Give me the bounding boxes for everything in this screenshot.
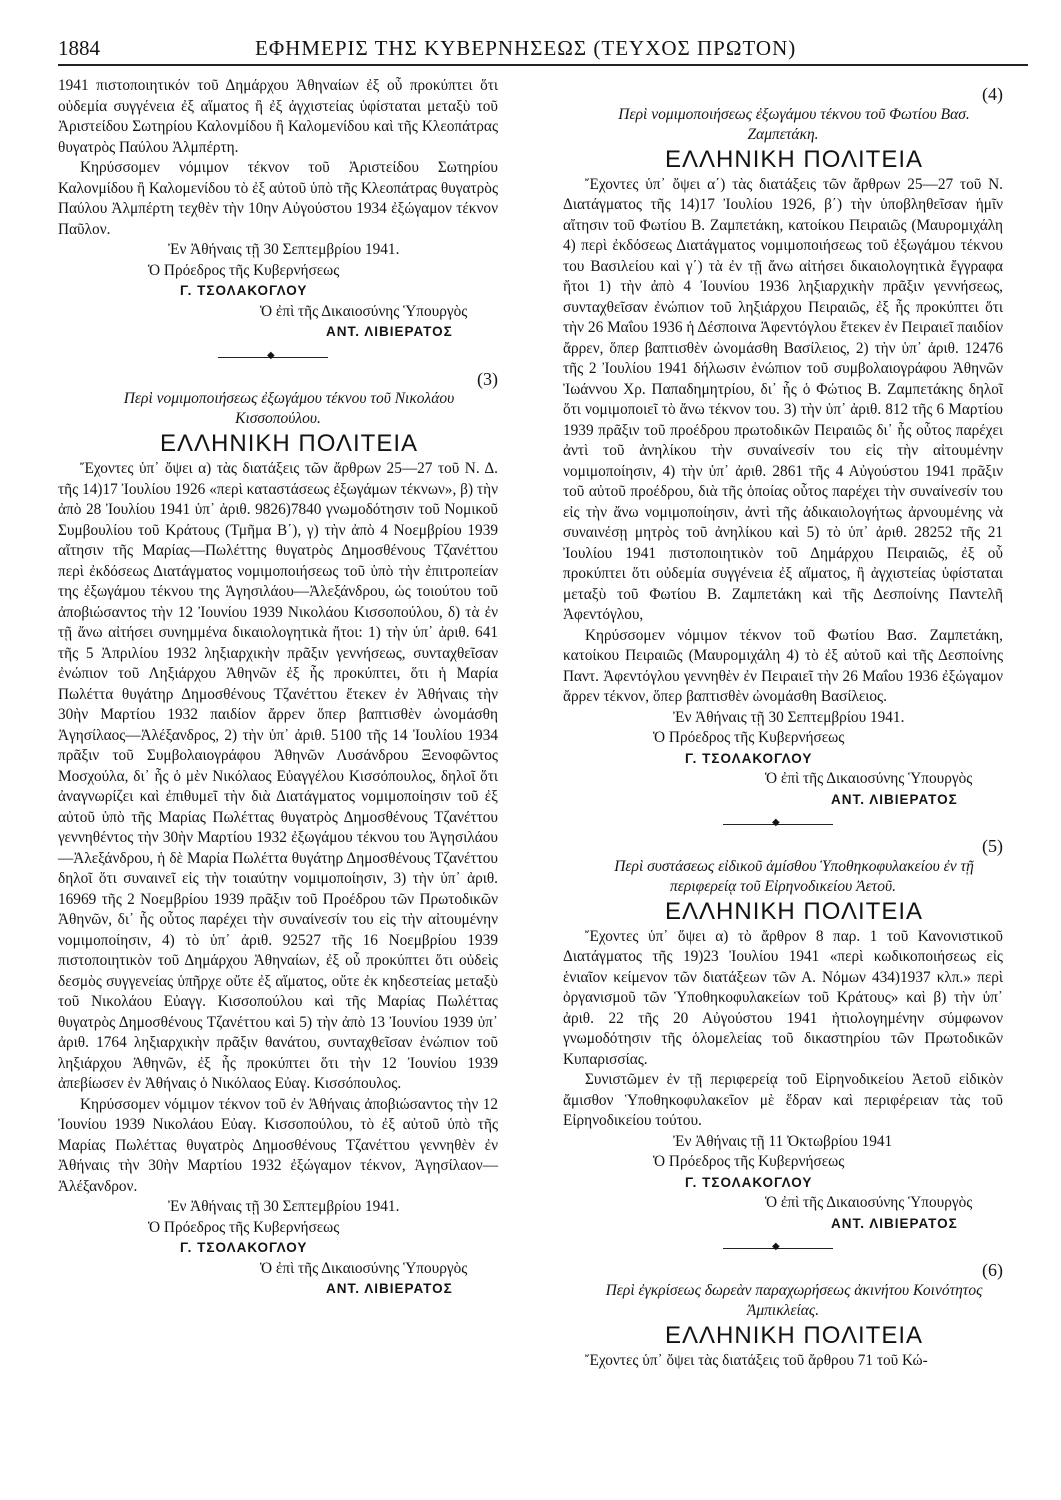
minister-title: Ὁ ἐπὶ τῆς Δικαιοσύνης Ὑπουργὸς [765,770,973,787]
section-separator: ◆ [563,814,1003,836]
minister-title: Ὁ ἐπὶ τῆς Δικαιοσύνης Ὑπουργὸς [260,1259,468,1277]
president-title: Ὁ Πρόεδρος τῆς Κυβερνήσεως [148,1218,340,1236]
signature-date: Ἐν Ἀθήναις τῇ 11 Ὀκτωβρίου 1941 [673,1132,893,1150]
minister-title: Ὁ ἐπὶ τῆς Δικαιοσύνης Ὑπουργὸς [260,302,468,320]
decree-number: (3) [477,368,498,389]
gazette-title: ΕΦΗΜΕΡΙΣ ΤΗΣ ΚΥΒΕΡΝΗΣΕΩΣ (ΤΕΥΧΟΣ ΠΡΩΤΟΝ) [255,36,797,60]
decree-body: Ἔχοντες ὑπ᾿ ὄψει α) τὰς διατάξεις τῶν ἄρθρων 25—27 τοῦ Ν. Δ. τῆς 14)17 Ἰουλίου 1926 «περὶ καταστάσεως ἐξωγάμων τέκνων», β) τὴν ἀπὸ 28 Ἰουλίου 1941 ὑπ᾿ ἀριθ. 9826)7840 γνωμοδότησιν τοῦ Νομικοῦ Συμβουλίου τοῦ Κράτους (Τμῆμα Β΄), γ) τὴν ἀπὸ 4 Νοεμβρίου 1939 αἴτησιν τῆς Μαρίας—Πωλέττης θυγατρὸς Δημοσθένους Τζανέττου περὶ ἐκδόσεως Διατάγματος νομιμοποιήσεως τοῦ ὑπὸ τὴν ἐπιτροπείαν της ἐξωγάμου τέκνου της Ἀγησιλάου—Ἀλεξάνδρου, ὡς τοιούτου τοῦ ἀποβιώσαντος τὴν 12 Ἰουνίου 1939 Νικολάου Κισσοπούλου, δ) τὰ ἐν τῇ ἄνω αἰτήσει συνημμένα δικαιολογητικὰ ἤτοι: 1) τὴν ὑπ᾿ ἀριθ. 641 τῆς 5 Ἀπριλίου 1932 ληξιαρχικὴν πρᾶξιν γεννήσεως, συνταχθεῖσαν ἐνώπιον τοῦ Ληξιάρχου Ἀθηνῶν ἐξ ἧς προκύπτει, ὅτι ἡ Μαρία Πωλέττα θυγάτηρ Δημοσθένους Τζανέττου ἔτεκεν ἐν Ἀθήναις τὴν 30ὴν Μαρτίου 1932 παιδίον ἄρρεν ὅπερ βαπτισθὲν ὠνομάσθη Ἀγησίλαος—Ἀλέξανδρος, 2) τὴν ὑπ᾿ ἀριθ. 5100 τῆς 14 Ἰουλίου 1934 πρᾶξιν τοῦ Συμβολαιογράφου Ἀθηνῶν Λυσάνδρου Ξενοφῶντος Μοσχούλα, δι᾿ ἧς ὁ μὲν Νικόλαος Εὐαγγέλου Κισσόπουλος, δηλοῖ ὅτι ἀναγνωρίζει καὶ ἐπιθυμεῖ τὴν διὰ Διατάγματος νομιμοποίησιν τοῦ ἐξ αὐτοῦ ὑπὸ τῆς Μαρίας Πωλέττας θυγατρὸς Δημοσθένους Τζανέττου γεννηθέντος τὴν 30ὴν Μαρτίου 1932 ἐξωγάμου τέκνου του Ἀγησιλάου—Ἀλεξάνδρου, ἡ δὲ Μαρία Πωλέττα θυγάτηρ Δημοσθένους Τζανέττου δηλοῖ ὅτι συναινεῖ εἰς τὴν τοιαύτην νομιμοποίησιν, 3) τὴν ὑπ᾿ ἀριθ. 16969 τῆς 2 Νοεμβρίου 1939 πρᾶξιν τοῦ Προέδρου τῶν Πρωτοδικῶν Ἀθηνῶν, δι᾿ ἧς οὗτος παρέχει τὴν συναίνεσίν του εἰς τὴν αἰτουμένην νομιμοποίησιν, 4) τὸ ὑπ᾿ ἀριθ. 92527 τῆς 16 Νοεμβρίου 1939 πιστοποιητικὸν τοῦ Δημάρχου Ἀθηναίων, ἐξ οὗ προκύπτει ὅτι οὐδεὶς δεσμὸς συγγενείας ὑπῆρχε οὔτε ἐξ αἵματος, οὔτε ἐκ κηδεστείας μεταξὺ τοῦ Νικολάου Εὐαγγ. Κισσοπούλου καὶ τῆς Μαρίας Πωλέττας θυγατρὸς Δημοσθένους Τζανέττου καὶ 5) τὴν ἀπὸ 13 Ἰουνίου 1939 ὑπ᾿ ἀριθ. 1764 ληξιαρχικὴν πρᾶξιν θανάτου, συνταχθεῖσαν ἐνώπιον τοῦ ληξιάρχου Ἀθηνῶν, ἐξ ἧς προκύπτει ὅτι τὴν 12 Ἰουνίου 1939 ἀπεβίωσεν ἐν Ἀθήναις ὁ Νικόλαος Εὐαγ. Κισσόπουλος. [58,460,498,1092]
decree-declaration: Συνιστῶμεν ἐν τῇ περιφερείᾳ τοῦ Εἰρηνοδικείου Ἀετοῦ εἰδικὸν ἄμισθον Ὑποθηκοφυλακεῖον μὲ ἕδραν καὶ περιφέρειαν τὰς τοῦ Εἰρηνοδικείου τούτου. [563,1071,1003,1129]
minister-title: Ὁ ἐπὶ τῆς Δικαιοσύνης Ὑπουργὸς [765,1194,973,1211]
decree-declaration: Κηρύσσομεν νόμιμον τέκνον τοῦ ἐν Ἀθήναις ἀποβιώσαντος τὴν 12 Ἰουνίου 1939 Νικολάου Εὐαγ. Κισσοπούλου, τὸ ἐξ αὐτοῦ ὑπὸ τῆς Μαρίας Πωλέττας θυγατρὸς Δημοσθένους Τζανέττου γεννηθὲν ἐν Ἀθήναις τὴν 30ὴν Μαρτίου 1932 ἐξώγαμον τέκνον, Ἀγησίλαον—Ἀλέξανδρον. [58,1095,498,1195]
decree-declaration: Κηρύσσομεν νόμιμον τέκνον τοῦ Φωτίου Βασ. Ζαμπετάκη, κατοίκου Πειραιῶς (Μαυρομιχάλη 4) τὸ ἐξ αὐτοῦ καὶ τῆς Δεσποίνης Παντ. Ἀφεντόγλου γεννηθὲν ἐν Πειραιεῖ τὴν 26 Μαΐου 1936 ἐξώγαμον ἄρρεν τέκνον, ὅπερ βαπτισθὲν ὠνομάσθη Βασίλειος. [563,626,1003,705]
decree-heading: ΕΛΛΗΝΙΚΗ ΠΟΛΙΤΕΙΑ [664,145,924,173]
decree-subject: Περὶ συστάσεως εἰδικοῦ ἀμίσθου Ὑποθηκοφυλακείου ἐν τῇ περιφερείᾳ τοῦ Εἰρηνοδικείου Ἀετοῦ. [614,857,974,895]
header-rule [58,64,1028,66]
continued-paragraph: 1941 πιστοποιητικόν τοῦ Δημάρχου Ἀθηναίων ἐξ οὗ προκύπτει ὅτι οὐδεμία συγγένεια ἐξ αἵματος ἢ ἐξ ἀγχιστείας ὑφίσταται μεταξὺ τοῦ Ἀριστείδου Σωτηρίου Καλονμίδου ἢ Καλομενίδου καὶ τῆς Κλεοπάτρας θυγατρὸς Παύλου Ἀλμπέρτη. [58,77,498,156]
signature-date: Ἐν Ἀθήναις τῇ 30 Σεπτεμβρίου 1941. [673,708,905,726]
section-separator: ◆ [58,347,498,369]
decree-body: Ἔχοντες ὑπ᾿ ὄψει α΄) τὰς διατάξεις τῶν ἄρθρων 25—27 τοῦ Ν. Διατάγματος τῆς 14)17 Ἰουλίου 1926, β΄) τὴν ὑποβληθεῖσαν ἡμῖν αἴτησιν τοῦ Φωτίου Β. Ζαμπετάκη, κατοίκου Πειραιῶς (Μαυρομιχάλη 4) περὶ ἐκδόσεως Διατάγματος νομιμοποιήσεως τοῦ ἐξωγάμου τέκνου του Βασιλείου καὶ γ΄) τὰ ἐν τῇ ἄνω αἰτήσει δικαιολογητικὰ ἔγγραφα ἤτοι 1) τὴν ἀπὸ 4 Ἰουνίου 1936 ληξιαρχικὴν πρᾶξιν γεννήσεως, συνταχθεῖσαν ἐνώπιον τοῦ ληξιάρχου Πειραιῶς, ἐξ ἧς προκύπτει ὅτι τὴν 26 Μαΐου 1936 ἡ Δέσποινα Ἀφεντόγλου ἔτεκεν ἐν Πειραιεῖ παιδίον ἄρρεν, ὅπερ βαπτισθὲν ὠνομάσθη Βασίλειος, 2) τὴν ὑπ᾿ ἀριθ. 12476 τῆς 2 Ἰουλίου 1941 δήλωσιν ἐνώπιον τοῦ συμβολαιογράφου Ἀθηνῶν Ἰωάννου Χρ. Παπαδημητρίου, δι᾿ ἧς ὁ Φώτιος Β. Ζαμπετάκης δηλοῖ ὅτι νομιμοποιεῖ τὸ ἄνω τέκνον του. 3) τὴν ὑπ᾿ ἀριθ. 812 τῆς 6 Μαρτίου 1939 πρᾶξιν τοῦ προέδρου πρωτοδικῶν Πειραιῶς δι᾿ ἧς οὗτος παρέχει ἀντὶ τοῦ ἀνηλίκου τὴν συναίνεσίν του εἰς τὴν αἰτουμένην νομιμοποίησιν, 4) τὴν ὑπ᾿ ἀριθ. 2861 τῆς 4 Αὐγούστου 1941 πρᾶξιν τοῦ αὐτοῦ προέδρου, διὰ τῆς ὁποίας οὗτος παρέχει τὴν συναίνεσίν του εἰς τὴν ἄνω νομιμοποίησιν, ἀντὶ τῆς ἀδικαιολογήτως ἀρνουμένης νὰ συναινέσῃ μητρὸς τοῦ ἀνηλίκου καὶ 5) τὸ ὑπ᾿ ἀριθ. 28252 τῆς 21 Ἰουλίου 1941 πιστοποιητικὸν τοῦ Δημάρχου Πειραιῶς, ἐξ οὗ προκύπτει ὅτι οὐδεμία συγγένεια ἐξ αἵματος, ἢ ἀγχιστείας ὑφίσταται μεταξὺ τοῦ Φωτίου Β. Ζαμπετάκη καὶ τῆς Δεσποίνης Παντελῆ Ἀφεντόγλου, [563,175,1003,623]
president-name: Γ. ΤΣΟΛΑΚΟΓΛΟΥ [685,750,813,766]
decree-number: (4) [982,84,1003,104]
minister-name: ΑΝΤ. ΛΙΒΙΕΡΑΤΟΣ [831,1215,958,1231]
president-title: Ὁ Πρόεδρος τῆς Κυβερνήσεως [653,1153,845,1170]
president-name: Γ. ΤΣΟΛΑΚΟΓΛΟΥ [180,283,308,298]
decree-body: Ἔχοντες ὑπ᾿ ὄψει τὰς διατάξεις τοῦ ἄρθρου 71 τοῦ Κώ- [585,1351,928,1369]
signature-block [58,1197,498,1300]
signature-date: Ἐν Ἀθήναις τῇ 30 Σεπτεμβρίου 1941. [168,241,400,258]
president-title: Ὁ Πρόεδρος τῆς Κυβερνήσεως [653,729,845,746]
decree-number: (6) [982,1260,1003,1280]
section-separator: ◆ [563,1238,1003,1260]
president-title: Ὁ Πρόεδρος τῆς Κυβερνήσεως [148,261,340,279]
signature-date: Ἐν Ἀθήναις τῇ 30 Σεπτεμβρίου 1941. [168,1198,400,1215]
decree-number: (5) [982,836,1003,856]
declaration-paragraph: Κηρύσσομεν νόμιμον τέκνον τοῦ Ἀριστείδου Σωτηρίου Καλονμίδου ἢ Καλομενίδου τὸ ἐξ αὐτοῦ ὑπὸ τῆς Κλεοπάτρας θυγατρὸς Παύλου Ἀλμπέρτη τεχθὲν τὴν 10ην Αὐγούστου 1934 ἐξώγαμον τέκνον Παῦλον. [58,159,498,238]
decree-body: Ἔχοντες ὑπ᾿ ὄψει α) τὸ ἄρθρον 8 παρ. 1 τοῦ Κανονιστικοῦ Διατάγματος τῆς 19)23 Ἰουλίου 1941 «περὶ κωδικοποιήσεως εἰς ἑνιαῖον κείμενον τῶν διατάξεων τῶν Α. Νόμων 434)1937 κλπ.» περὶ ὀργανισμοῦ τῶν Ὑποθηκοφυλακείων τοῦ Κράτους» καὶ β) τὴν ὑπ᾿ ἀριθ. 22 τῆς 20 Αὐγούστου 1941 ἠτιολογημένην σύμφωνον γνωμοδότησιν τῆς ὁλομελείας τοῦ δικαστηρίου τῶν Πρωτοδικῶν Κυπαρισσίας. [563,927,1003,1068]
decree-heading: ΕΛΛΗΝΙΚΗ ΠΟΛΙΤΕΙΑ [159,430,419,457]
decree-subject: Περὶ νομιμοποιήσεως ἐξωγάμου τέκνου τοῦ Νικολάου Κισσοπούλου. [123,390,455,427]
left-column [58,76,498,1300]
minister-name: ΑΝΤ. ΛΙΒΙΕΡΑΤΟΣ [326,1281,453,1296]
signature-block [58,240,498,343]
page-header [58,36,1028,66]
president-name: Γ. ΤΣΟΛΑΚΟΓΛΟΥ [180,1240,308,1255]
decree-heading: ΕΛΛΗΝΙΚΗ ΠΟΛΙΤΕΙΑ [664,1321,924,1349]
minister-name: ΑΝΤ. ΛΙΒΙΕΡΑΤΟΣ [326,324,453,339]
president-name: Γ. ΤΣΟΛΑΚΟΓΛΟΥ [685,1174,813,1190]
decree-subject: Περὶ νομιμοποιήσεως ἐξωγάμου τέκνου τοῦ Φωτίου Βασ. Ζαμπετάκη. [618,105,970,143]
decree-subject: Περὶ ἐγκρίσεως δωρεὰν παραχωρήσεως ἀκινήτου Κοινότητος Ἀμπικλείας. [605,1281,983,1319]
signature-block [563,708,1003,811]
page-number: 1884 [58,36,100,60]
right-column [563,76,1003,1371]
decree-heading: ΕΛΛΗΝΙΚΗ ΠΟΛΙΤΕΙΑ [664,897,924,925]
minister-name: ΑΝΤ. ΛΙΒΙΕΡΑΤΟΣ [831,791,958,807]
signature-block [563,1132,1003,1235]
